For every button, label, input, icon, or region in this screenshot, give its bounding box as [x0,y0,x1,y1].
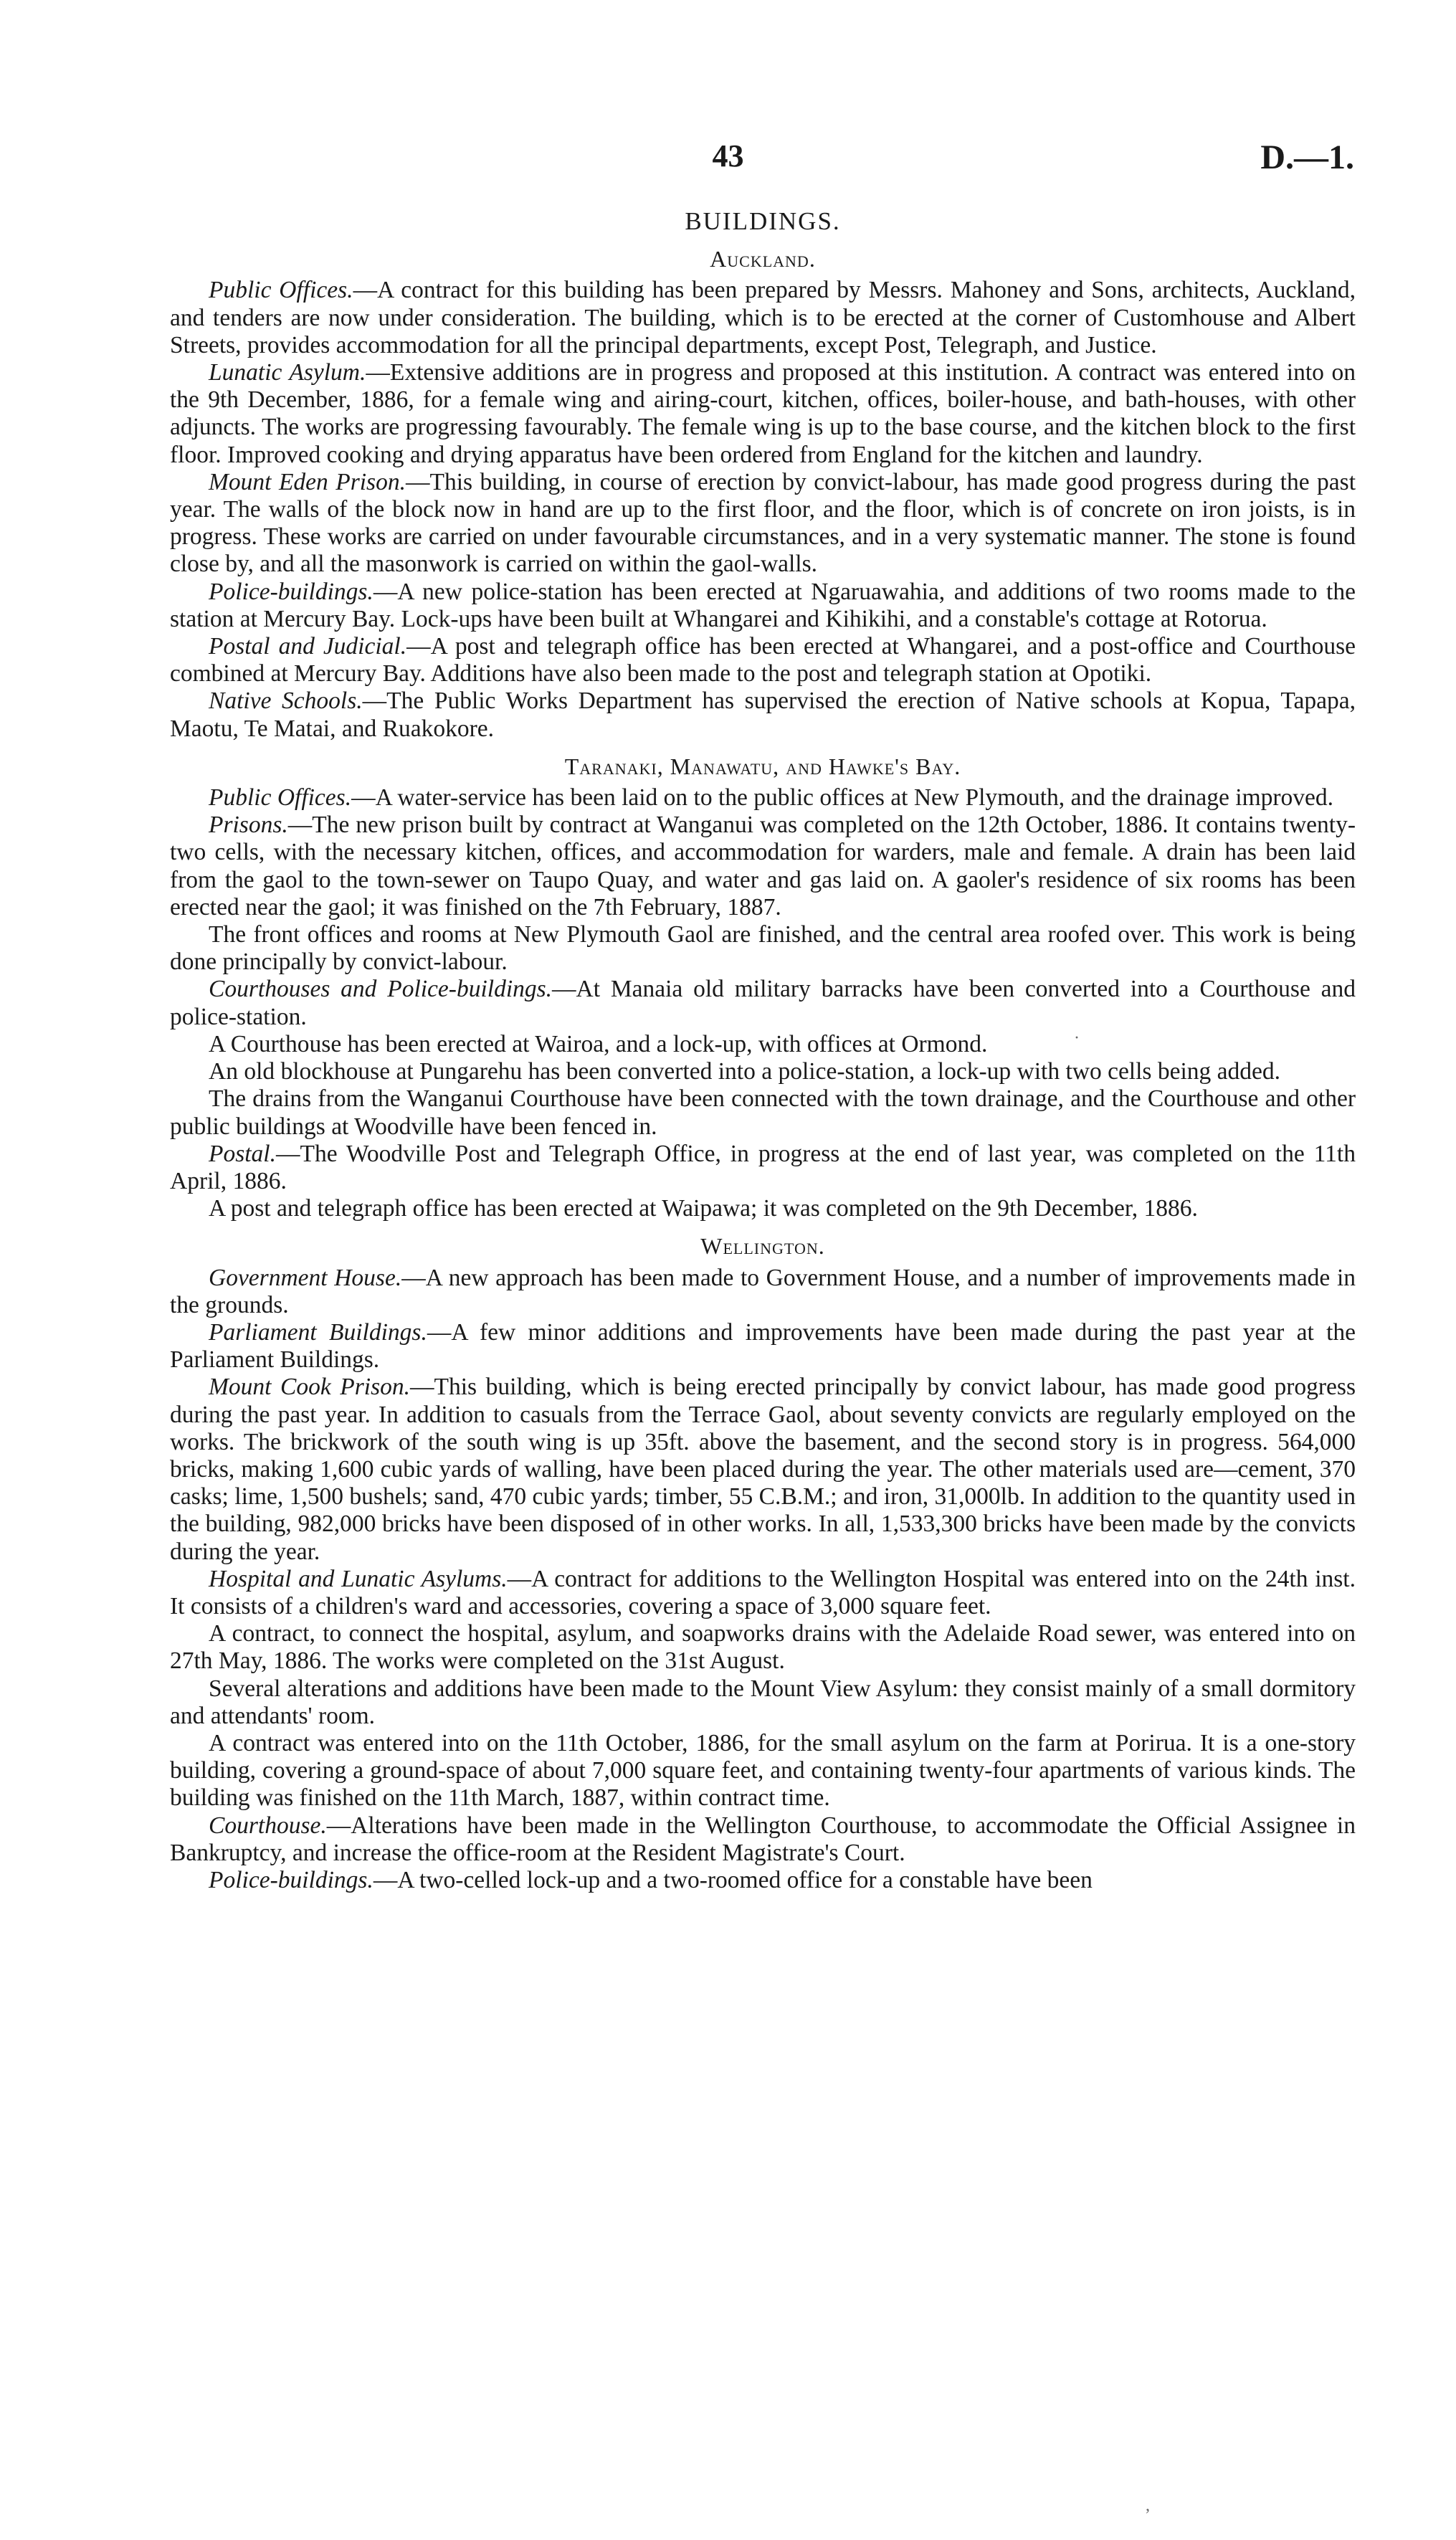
paragraph [170,1319,1356,1374]
subsection-title: Courthouse. [209,1812,327,1839]
paragraph-text: A contract was entered into on the 11th October, 1886, for the small asylum on the farm at Porirua. It is a one-story building, covering a ground-space of about 7,000 square feet, and containing twenty-four apartments of various kinds. The building was finished on the 11th March, 1887, within contract time. [170,1729,1356,1812]
subsection-title: Courthouses and Police-buildings. [209,976,553,1003]
paragraph [170,976,1356,1030]
paragraph-text: Several alterations and additions have been made to the Mount View Asylum: they consist mainly of a small dormitory and attendants' room. [170,1675,1356,1729]
paragraph-text: —A contract for this building has been prepared by Messrs. Mahoney and Sons, architects, Auckland, and tenders are now under consideration. The building, which is to be erected at the corner of Customhouse and Albert Streets, provides accommodation for all the principal departments, except Post, Telegraph, and Justice. [170,277,1356,358]
paragraph [170,1730,1356,1812]
page-header [0,138,1456,181]
paragraph-text: A Courthouse has been erected at Wairoa, and a lock-up, with offices at Ormond. [209,1030,988,1057]
paragraph-text: The front offices and rooms at New Plymouth Gaol are finished, and the central area roofed over. This work is being done principally by convict-labour. [170,921,1356,976]
subsection-title: Mount Eden Prison. [209,468,406,495]
paragraph [170,1812,1356,1867]
subsection-title: Hospital and Lunatic Asylums. [209,1565,508,1592]
section-heading: Wellington. [700,1233,825,1260]
subsection-title: Postal. [209,1140,276,1167]
paragraph [170,1141,1356,1195]
section-heading: Taranaki, Manawatu, and Hawke's Bay. [564,753,961,779]
paragraph [170,1058,1356,1085]
document-body [170,204,1356,1894]
paragraph [170,1675,1356,1730]
subsection-title: Prisons. [209,812,288,839]
paragraph-text: A post and telegraph office has been erected at Waipawa; it was completed on the 9th December, 1886. [209,1195,1198,1222]
paragraph-text: —The Public Works Department has supervised the erection of Native schools at Kopua, Tapapa, Maotu, Te Matai, and Ruakokore. [170,688,1356,742]
paragraph-text: —A contract for additions to the Wellington Hospital was entered into on the 24th inst. It consists of a children's ward and accessories, covering a space of 3,000 square feet. [170,1565,1356,1619]
paragraph-text: An old blockhouse at Pungarehu has been converted into a police-station, a lock-up with two cells being added. [209,1058,1281,1085]
subsection-title: Police-buildings. [209,1866,373,1893]
paragraph-text: —The new prison built by contract at Wanganui was completed on the 12th October, 1886. It contains twenty-two cells, with the necessary kitchen, offices, and accommodation for warders, male and female. A drain has been laid from the gaol to the town-sewer on Taupo Quay, and water and gas laid on. A gaoler's residence of six rooms has been erected near the gaol; it was finished on the 7th February, 1887. [170,812,1356,921]
subsection-title: Public Offices. [209,784,352,812]
paragraph-text: —A post and telegraph office has been erected at Whangarei, and a post-office and Courthouse combined at Mercury Bay. Additions have also been made to the post and telegraph station at Opotiki. [170,633,1356,688]
paragraph [170,633,1356,688]
paragraph-text: —At Manaia old military barracks have been converted into a Courthouse and police-station. [170,976,1356,1030]
subsection-title: Native Schools. [209,688,363,715]
paragraph-text: —A two-celled lock-up and a two-roomed office for a constable have been [373,1866,1093,1893]
paragraph [170,1620,1356,1675]
paragraph [170,812,1356,921]
paragraph-text: —Alterations have been made in the Wellington Courthouse, to accommodate the Official Assignee in Bankruptcy, and increase the office-room at the Resident Magistrate's Court. [170,1812,1356,1866]
paragraph [170,359,1356,469]
stray-mark: · [1074,1029,1080,1047]
stray-mark: , [1146,2496,1150,2515]
paragraph [170,1374,1356,1565]
page-number: 43 [712,138,744,173]
paragraph [170,469,1356,579]
subsection-title: Lunatic Asylum. [209,359,366,386]
subsection-title: Police-buildings. [209,578,373,605]
page-title: BUILDINGS. [685,207,841,235]
paragraph-text: —A new approach has been made to Government House, and a number of improvements made in the grounds. [170,1264,1356,1318]
paragraph-text: —Extensive additions are in progress and proposed at this institution. A contract was entered into on the 9th December, 1886, for a female wing and airing-court, kitchen, offices, boiler-house, and bath-houses, with other adjuncts. The works are progressing favourably. The female wing is up to the base course, and the kitchen block to the first floor. Improved cooking and drying apparatus have been ordered from England for the kitchen and laundry. [170,359,1356,468]
subsection-title: Postal and Judicial. [209,633,407,660]
subsection-title: Public Offices. [209,277,353,304]
paragraph [170,1566,1356,1620]
paragraph [170,1085,1356,1140]
paragraph-text: —The Woodville Post and Telegraph Office, in progress at the end of last year, was completed on the 11th April, 1886. [170,1140,1356,1194]
paragraph [170,1265,1356,1319]
document-reference: D.—1. [1260,138,1354,176]
paragraph-text: —A few minor additions and improvements have been made during the past year at the Parliament Buildings. [170,1318,1356,1374]
paragraph [170,1195,1356,1222]
paragraph [170,688,1356,742]
paragraph [170,1031,1356,1058]
paragraph [170,784,1356,812]
paragraph [170,277,1356,359]
paragraph [170,921,1356,976]
subsection-title: Government House. [209,1264,402,1291]
paragraph-text: —A water-service has been laid on to the public offices at New Plymouth, and the drainage improved. [351,784,1334,812]
section-heading: Auckland. [710,246,816,272]
paragraph-text: —A new police-station has been erected at Ngaruawahia, and additions of two rooms made to the station at Mercury Bay. Lock-ups have been built at Whangarei and Kihikihi, and a constable's cottage at Rotorua. [170,578,1356,632]
subsection-title: Mount Cook Prison. [209,1374,410,1401]
paragraph-text: —This building, in course of erection by convict-labour, has made good progress during the past year. The walls of the block now in hand are up to the first floor, and the floor, which is of concrete on iron joists, is in progress. These works are carried on under favourable circumstances, and in a very systematic manner. The stone is found close by, and all the masonwork is carried on within the gaol-walls. [170,468,1356,578]
paragraph-text: —This building, which is being erected principally by convict labour, has made good progress during the past year. In addition to casuals from the Terrace Gaol, about seventy convicts are regularly employed on the works. The brickwork of the south wing is up 35ft. above the basement, and the second story is in progress. 564,000 bricks, making 1,600 cubic yards of walling, have been placed during the year. The other materials used are—cement, 370 casks; lime, 1,500 bushels; sand, 470 cubic yards; timber, 55 C.B.M.; and iron, 31,000lb. In addition to the quantity used in the building, 982,000 bricks have been disposed of in other works. In all, 1,533,300 bricks have been made by the convicts during the year. [170,1374,1356,1565]
paragraph [170,579,1356,633]
paragraph-text: A contract, to connect the hospital, asylum, and soapworks drains with the Adelaide Road sewer, was entered into on 27th May, 1886. The works were completed on the 31st August. [170,1620,1356,1675]
subsection-title: Parliament Buildings. [209,1318,427,1346]
paragraph-text: The drains from the Wanganui Courthouse have been connected with the town drainage, and the Courthouse and other public buildings at Woodville have been fenced in. [170,1085,1356,1140]
paragraph [170,1867,1356,1894]
